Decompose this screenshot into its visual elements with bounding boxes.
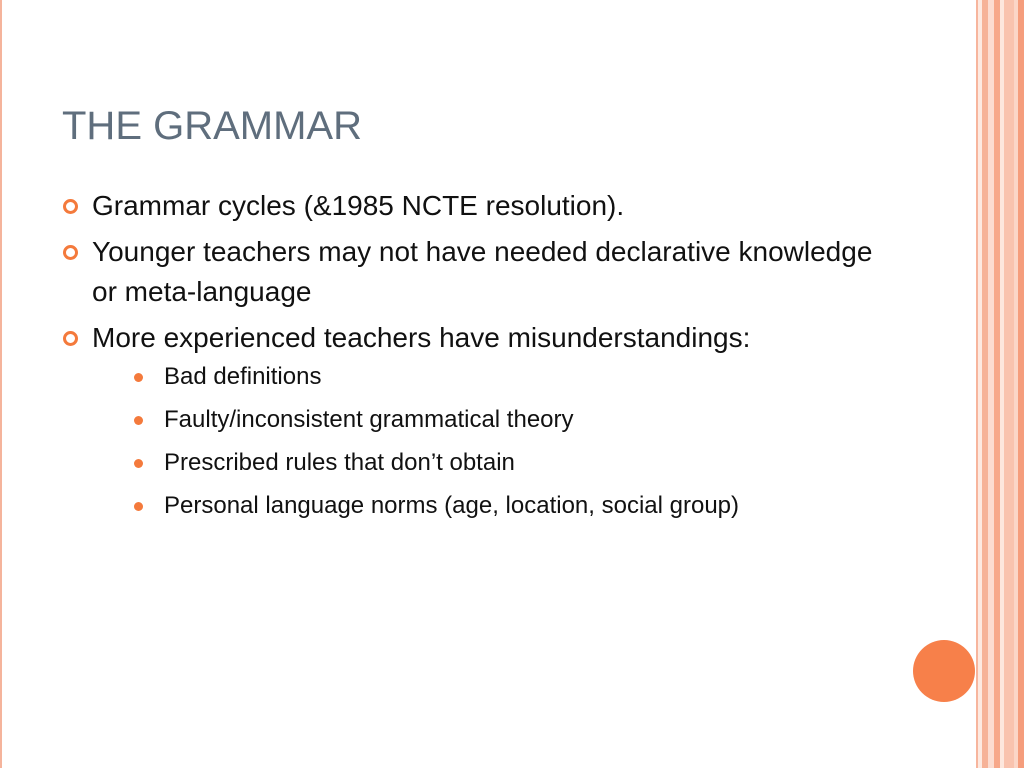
bullet-list [62,186,902,527]
dot-bullet-icon [134,459,143,468]
bullet-item [62,232,902,312]
bullet-item [62,318,902,521]
dot-bullet-icon [134,502,143,511]
ring-bullet-icon [63,245,78,260]
border-stripe [1018,0,1024,768]
sub-bullet-text: Personal language norms (age, location, social group) [164,492,740,519]
sub-bullet-item [92,448,902,478]
right-border-stripes [976,0,1024,768]
sub-bullet-item [92,362,902,392]
sub-bullet-text: Faulty/inconsistent grammatical theory [164,406,574,433]
sub-bullet-list [92,362,902,521]
left-border-rule [0,0,2,768]
bullet-text: Grammar cycles (&1985 NCTE resolution). [92,190,625,221]
dot-bullet-icon [134,373,143,382]
slide-title: THE GRAMMAR [62,104,362,148]
decorative-orange-circle [913,640,975,702]
border-stripe [1004,0,1014,768]
ring-bullet-icon [63,199,78,214]
sub-bullet-text: Prescribed rules that don’t obtain [164,449,515,476]
bullet-text: Younger teachers may not have needed declarative knowledge or meta-language [92,236,873,307]
dot-bullet-icon [134,416,143,425]
sub-bullet-item [92,405,902,435]
sub-bullet-text: Bad definitions [164,363,322,390]
ring-bullet-icon [63,331,78,346]
sub-bullet-item [92,491,902,521]
bullet-item [62,186,902,226]
bullet-text: More experienced teachers have misunderstandings: [92,322,751,353]
